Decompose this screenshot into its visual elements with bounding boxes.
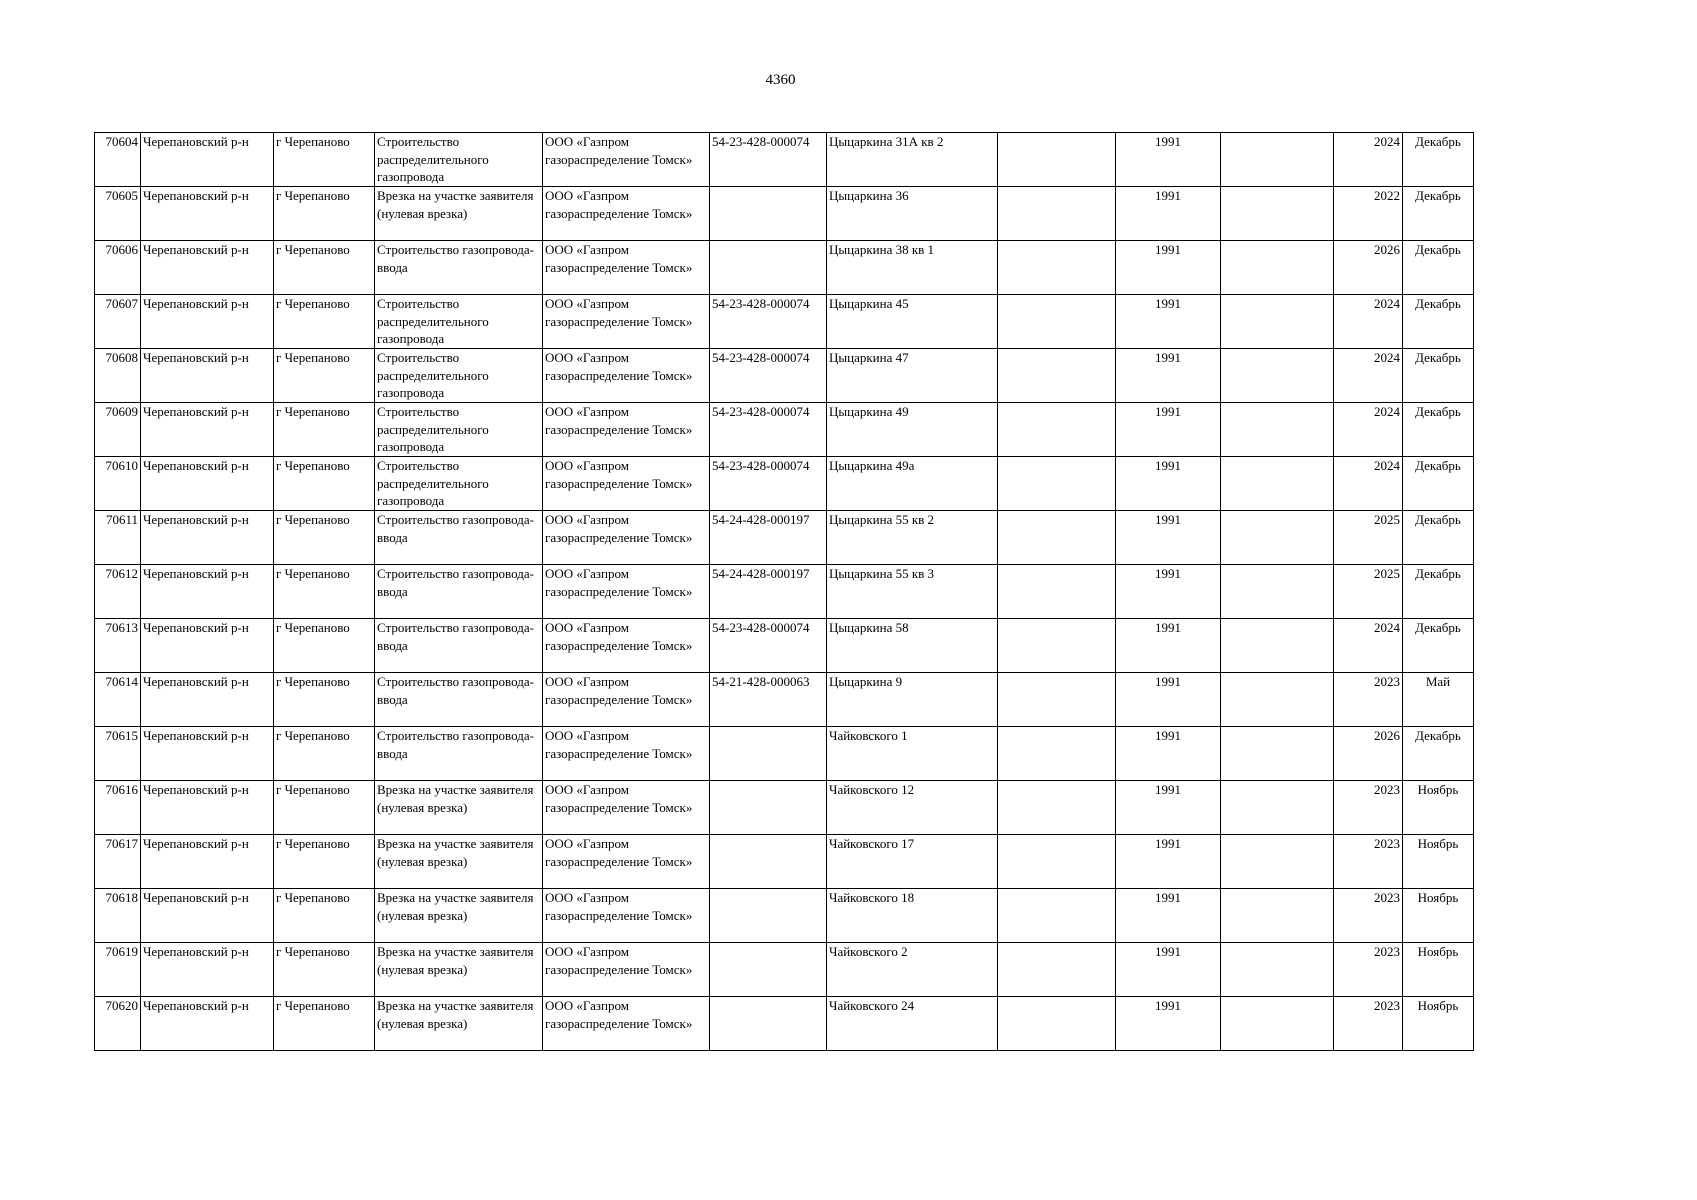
plan-year-cell: 2023 <box>1334 889 1403 943</box>
empty-cell <box>998 727 1116 781</box>
work-type-cell: Врезка на участке заявителя (нулевая врезка) <box>375 889 543 943</box>
locality-cell: г Черепаново <box>274 943 375 997</box>
work-type-cell: Строительство газопровода-ввода <box>375 241 543 295</box>
plan-year-cell: 2023 <box>1334 673 1403 727</box>
row-number-cell: 70606 <box>95 241 141 295</box>
work-type-cell: Строительство газопровода-ввода <box>375 619 543 673</box>
empty-cell <box>1221 187 1334 241</box>
district-cell: Черепановский р-н <box>141 943 274 997</box>
empty-cell <box>998 133 1116 187</box>
row-number-cell: 70611 <box>95 511 141 565</box>
month-cell: Ноябрь <box>1403 889 1474 943</box>
organization-cell: ООО «Газпром газораспределение Томск» <box>543 835 710 889</box>
plan-year-cell: 2024 <box>1334 133 1403 187</box>
object-code-cell: 54-24-428-000197 <box>710 511 827 565</box>
year-cell: 1991 <box>1116 781 1221 835</box>
month-cell: Ноябрь <box>1403 835 1474 889</box>
work-type-cell: Врезка на участке заявителя (нулевая врезка) <box>375 943 543 997</box>
table-row <box>95 997 1474 1051</box>
table-row <box>95 835 1474 889</box>
organization-cell: ООО «Газпром газораспределение Томск» <box>543 511 710 565</box>
plan-year-cell: 2024 <box>1334 457 1403 511</box>
district-cell: Черепановский р-н <box>141 133 274 187</box>
empty-cell <box>998 187 1116 241</box>
month-cell: Декабрь <box>1403 457 1474 511</box>
locality-cell: г Черепаново <box>274 619 375 673</box>
address-cell: Цыцаркина 58 <box>827 619 998 673</box>
locality-cell: г Черепаново <box>274 835 375 889</box>
empty-cell <box>998 943 1116 997</box>
object-code-cell <box>710 187 827 241</box>
organization-cell: ООО «Газпром газораспределение Томск» <box>543 673 710 727</box>
month-cell: Ноябрь <box>1403 943 1474 997</box>
organization-cell: ООО «Газпром газораспределение Томск» <box>543 241 710 295</box>
empty-cell <box>1221 565 1334 619</box>
year-cell: 1991 <box>1116 889 1221 943</box>
empty-cell <box>1221 781 1334 835</box>
row-number-cell: 70616 <box>95 781 141 835</box>
table-row <box>95 241 1474 295</box>
empty-cell <box>1221 673 1334 727</box>
locality-cell: г Черепаново <box>274 241 375 295</box>
work-type-cell: Врезка на участке заявителя (нулевая врезка) <box>375 835 543 889</box>
locality-cell: г Черепаново <box>274 511 375 565</box>
table-body <box>95 133 1474 1051</box>
locality-cell: г Черепаново <box>274 187 375 241</box>
district-cell: Черепановский р-н <box>141 403 274 457</box>
address-cell: Цыцаркина 36 <box>827 187 998 241</box>
table-row <box>95 673 1474 727</box>
page-number: 4360 <box>765 72 796 88</box>
year-cell: 1991 <box>1116 943 1221 997</box>
address-cell: Чайковского 24 <box>827 997 998 1051</box>
object-code-cell <box>710 835 827 889</box>
table-row <box>95 457 1474 511</box>
locality-cell: г Черепаново <box>274 673 375 727</box>
locality-cell: г Черепаново <box>274 349 375 403</box>
row-number-cell: 70617 <box>95 835 141 889</box>
organization-cell: ООО «Газпром газораспределение Томск» <box>543 943 710 997</box>
empty-cell <box>1221 241 1334 295</box>
month-cell: Декабрь <box>1403 619 1474 673</box>
empty-cell <box>1221 943 1334 997</box>
plan-year-cell: 2023 <box>1334 781 1403 835</box>
month-cell: Декабрь <box>1403 187 1474 241</box>
year-cell: 1991 <box>1116 457 1221 511</box>
district-cell: Черепановский р-н <box>141 889 274 943</box>
row-number-cell: 70609 <box>95 403 141 457</box>
work-type-cell: Строительство распределительного газопровода <box>375 133 543 187</box>
empty-cell <box>1221 997 1334 1051</box>
address-cell: Чайковского 2 <box>827 943 998 997</box>
row-number-cell: 70619 <box>95 943 141 997</box>
table-row <box>95 349 1474 403</box>
year-cell: 1991 <box>1116 349 1221 403</box>
year-cell: 1991 <box>1116 241 1221 295</box>
address-cell: Цыцаркина 55 кв 2 <box>827 511 998 565</box>
object-code-cell: 54-23-428-000074 <box>710 457 827 511</box>
locality-cell: г Черепаново <box>274 457 375 511</box>
object-code-cell: 54-23-428-000074 <box>710 349 827 403</box>
district-cell: Черепановский р-н <box>141 565 274 619</box>
object-code-cell <box>710 943 827 997</box>
work-type-cell: Строительство распределительного газопровода <box>375 403 543 457</box>
address-cell: Цыцаркина 55 кв 3 <box>827 565 998 619</box>
empty-cell <box>998 781 1116 835</box>
plan-year-cell: 2024 <box>1334 349 1403 403</box>
locality-cell: г Черепаново <box>274 295 375 349</box>
district-cell: Черепановский р-н <box>141 727 274 781</box>
address-cell: Цыцаркина 49 <box>827 403 998 457</box>
district-cell: Черепановский р-н <box>141 673 274 727</box>
empty-cell <box>998 673 1116 727</box>
table-row <box>95 889 1474 943</box>
row-number-cell: 70612 <box>95 565 141 619</box>
address-cell: Цыцаркина 38 кв 1 <box>827 241 998 295</box>
plan-year-cell: 2025 <box>1334 565 1403 619</box>
row-number-cell: 70618 <box>95 889 141 943</box>
district-cell: Черепановский р-н <box>141 241 274 295</box>
district-cell: Черепановский р-н <box>141 511 274 565</box>
year-cell: 1991 <box>1116 187 1221 241</box>
address-cell: Цыцаркина 31А кв 2 <box>827 133 998 187</box>
address-cell: Цыцаркина 9 <box>827 673 998 727</box>
organization-cell: ООО «Газпром газораспределение Томск» <box>543 727 710 781</box>
district-cell: Черепановский р-н <box>141 349 274 403</box>
empty-cell <box>998 511 1116 565</box>
organization-cell: ООО «Газпром газораспределение Томск» <box>543 457 710 511</box>
object-code-cell: 54-21-428-000063 <box>710 673 827 727</box>
empty-cell <box>1221 835 1334 889</box>
table-row <box>95 727 1474 781</box>
empty-cell <box>1221 457 1334 511</box>
table-row <box>95 403 1474 457</box>
locality-cell: г Черепаново <box>274 403 375 457</box>
table-row <box>95 565 1474 619</box>
empty-cell <box>998 889 1116 943</box>
organization-cell: ООО «Газпром газораспределение Томск» <box>543 889 710 943</box>
row-number-cell: 70614 <box>95 673 141 727</box>
object-code-cell <box>710 997 827 1051</box>
object-code-cell: 54-24-428-000197 <box>710 565 827 619</box>
locality-cell: г Черепаново <box>274 997 375 1051</box>
year-cell: 1991 <box>1116 835 1221 889</box>
work-type-cell: Строительство распределительного газопровода <box>375 457 543 511</box>
address-cell: Чайковского 18 <box>827 889 998 943</box>
organization-cell: ООО «Газпром газораспределение Томск» <box>543 295 710 349</box>
object-code-cell <box>710 889 827 943</box>
row-number-cell: 70607 <box>95 295 141 349</box>
object-code-cell <box>710 727 827 781</box>
object-code-cell: 54-23-428-000074 <box>710 403 827 457</box>
year-cell: 1991 <box>1116 403 1221 457</box>
empty-cell <box>1221 403 1334 457</box>
year-cell: 1991 <box>1116 619 1221 673</box>
plan-year-cell: 2023 <box>1334 943 1403 997</box>
empty-cell <box>1221 619 1334 673</box>
year-cell: 1991 <box>1116 997 1221 1051</box>
month-cell: Ноябрь <box>1403 781 1474 835</box>
work-type-cell: Строительство газопровода-ввода <box>375 673 543 727</box>
empty-cell <box>1221 295 1334 349</box>
address-cell: Чайковского 12 <box>827 781 998 835</box>
table-row <box>95 619 1474 673</box>
row-number-cell: 70604 <box>95 133 141 187</box>
year-cell: 1991 <box>1116 295 1221 349</box>
year-cell: 1991 <box>1116 673 1221 727</box>
month-cell: Ноябрь <box>1403 997 1474 1051</box>
table-row <box>95 781 1474 835</box>
empty-cell <box>998 457 1116 511</box>
object-code-cell: 54-23-428-000074 <box>710 619 827 673</box>
work-type-cell: Строительство распределительного газопровода <box>375 295 543 349</box>
table-row <box>95 187 1474 241</box>
table-row <box>95 511 1474 565</box>
row-number-cell: 70610 <box>95 457 141 511</box>
plan-year-cell: 2025 <box>1334 511 1403 565</box>
district-cell: Черепановский р-н <box>141 781 274 835</box>
organization-cell: ООО «Газпром газораспределение Томск» <box>543 997 710 1051</box>
organization-cell: ООО «Газпром газораспределение Томск» <box>543 403 710 457</box>
plan-year-cell: 2023 <box>1334 835 1403 889</box>
year-cell: 1991 <box>1116 565 1221 619</box>
empty-cell <box>998 565 1116 619</box>
table-row <box>95 943 1474 997</box>
address-cell: Цыцаркина 47 <box>827 349 998 403</box>
locality-cell: г Черепаново <box>274 565 375 619</box>
row-number-cell: 70605 <box>95 187 141 241</box>
month-cell: Май <box>1403 673 1474 727</box>
year-cell: 1991 <box>1116 133 1221 187</box>
locality-cell: г Черепаново <box>274 781 375 835</box>
organization-cell: ООО «Газпром газораспределение Томск» <box>543 133 710 187</box>
address-cell: Чайковского 17 <box>827 835 998 889</box>
month-cell: Декабрь <box>1403 133 1474 187</box>
plan-year-cell: 2026 <box>1334 727 1403 781</box>
registry-table <box>94 132 1474 1051</box>
month-cell: Декабрь <box>1403 349 1474 403</box>
empty-cell <box>998 403 1116 457</box>
month-cell: Декабрь <box>1403 295 1474 349</box>
year-cell: 1991 <box>1116 727 1221 781</box>
plan-year-cell: 2024 <box>1334 619 1403 673</box>
empty-cell <box>1221 133 1334 187</box>
work-type-cell: Строительство газопровода-ввода <box>375 511 543 565</box>
empty-cell <box>998 295 1116 349</box>
locality-cell: г Черепаново <box>274 133 375 187</box>
work-type-cell: Строительство распределительного газопровода <box>375 349 543 403</box>
plan-year-cell: 2023 <box>1334 997 1403 1051</box>
empty-cell <box>998 835 1116 889</box>
district-cell: Черепановский р-н <box>141 187 274 241</box>
organization-cell: ООО «Газпром газораспределение Томск» <box>543 619 710 673</box>
plan-year-cell: 2024 <box>1334 295 1403 349</box>
month-cell: Декабрь <box>1403 241 1474 295</box>
empty-cell <box>1221 511 1334 565</box>
month-cell: Декабрь <box>1403 565 1474 619</box>
object-code-cell <box>710 781 827 835</box>
work-type-cell: Строительство газопровода-ввода <box>375 727 543 781</box>
organization-cell: ООО «Газпром газораспределение Томск» <box>543 781 710 835</box>
address-cell: Цыцаркина 49а <box>827 457 998 511</box>
locality-cell: г Черепаново <box>274 727 375 781</box>
table-row <box>95 295 1474 349</box>
row-number-cell: 70613 <box>95 619 141 673</box>
month-cell: Декабрь <box>1403 403 1474 457</box>
empty-cell <box>1221 349 1334 403</box>
row-number-cell: 70615 <box>95 727 141 781</box>
month-cell: Декабрь <box>1403 511 1474 565</box>
row-number-cell: 70608 <box>95 349 141 403</box>
district-cell: Черепановский р-н <box>141 835 274 889</box>
object-code-cell: 54-23-428-000074 <box>710 295 827 349</box>
plan-year-cell: 2022 <box>1334 187 1403 241</box>
row-number-cell: 70620 <box>95 997 141 1051</box>
work-type-cell: Врезка на участке заявителя (нулевая врезка) <box>375 187 543 241</box>
empty-cell <box>998 997 1116 1051</box>
empty-cell <box>1221 727 1334 781</box>
district-cell: Черепановский р-н <box>141 295 274 349</box>
organization-cell: ООО «Газпром газораспределение Томск» <box>543 187 710 241</box>
month-cell: Декабрь <box>1403 727 1474 781</box>
plan-year-cell: 2024 <box>1334 403 1403 457</box>
plan-year-cell: 2026 <box>1334 241 1403 295</box>
empty-cell <box>1221 889 1334 943</box>
organization-cell: ООО «Газпром газораспределение Томск» <box>543 565 710 619</box>
work-type-cell: Врезка на участке заявителя (нулевая врезка) <box>375 997 543 1051</box>
empty-cell <box>998 241 1116 295</box>
object-code-cell <box>710 241 827 295</box>
object-code-cell: 54-23-428-000074 <box>710 133 827 187</box>
address-cell: Чайковского 1 <box>827 727 998 781</box>
address-cell: Цыцаркина 45 <box>827 295 998 349</box>
locality-cell: г Черепаново <box>274 889 375 943</box>
year-cell: 1991 <box>1116 511 1221 565</box>
empty-cell <box>998 619 1116 673</box>
work-type-cell: Строительство газопровода-ввода <box>375 565 543 619</box>
district-cell: Черепановский р-н <box>141 457 274 511</box>
table-row <box>95 133 1474 187</box>
district-cell: Черепановский р-н <box>141 997 274 1051</box>
district-cell: Черепановский р-н <box>141 619 274 673</box>
empty-cell <box>998 349 1116 403</box>
work-type-cell: Врезка на участке заявителя (нулевая врезка) <box>375 781 543 835</box>
organization-cell: ООО «Газпром газораспределение Томск» <box>543 349 710 403</box>
